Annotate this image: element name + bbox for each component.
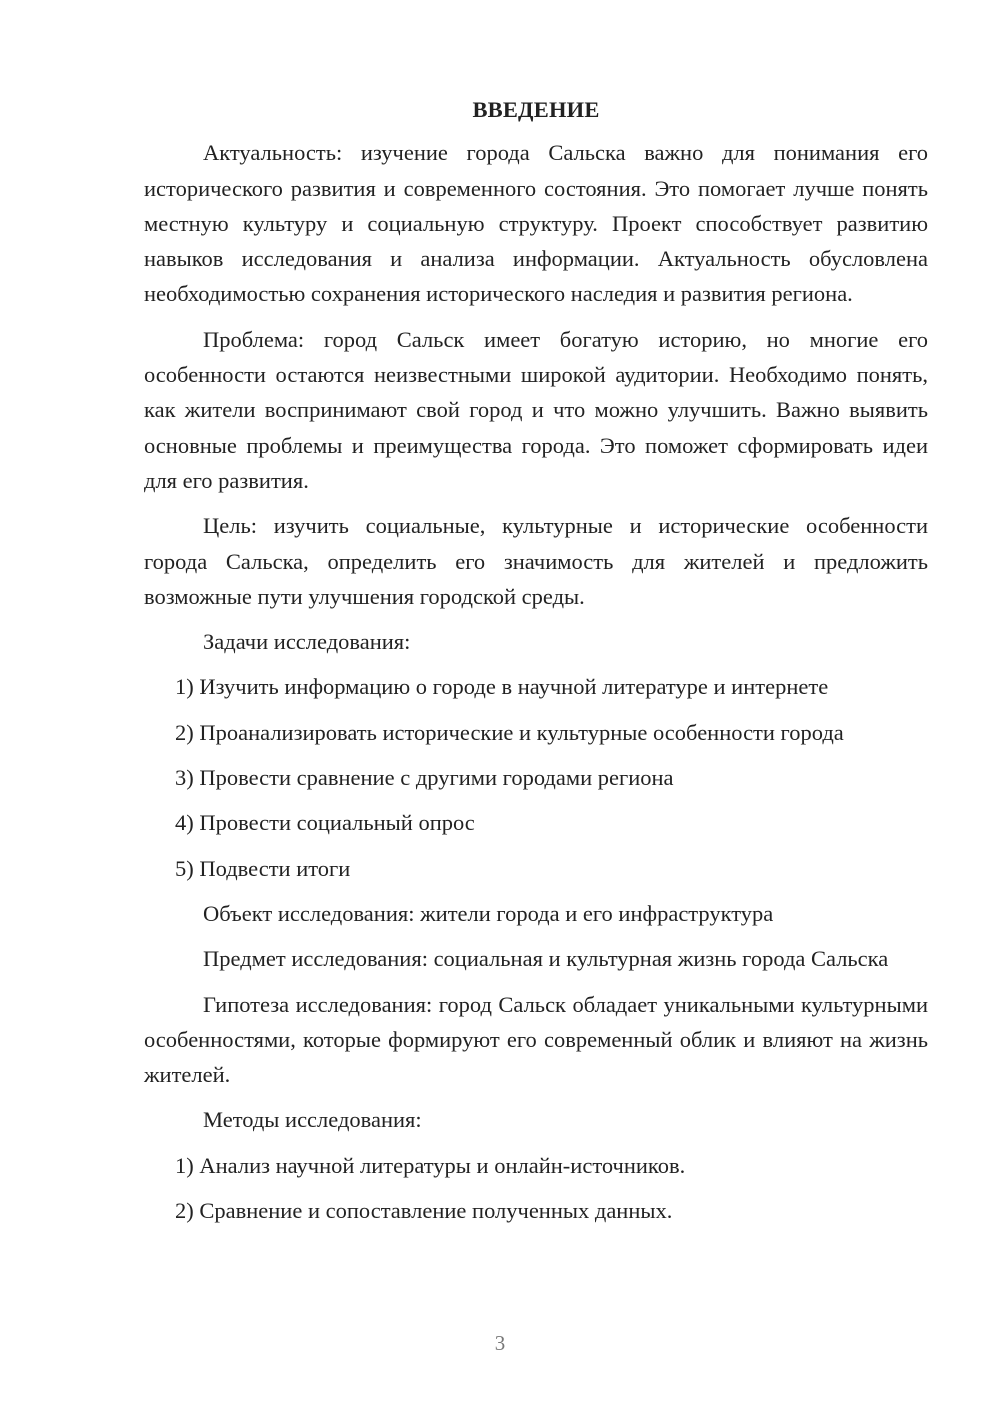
- task-item: 1) Изучить информацию о городе в научной литературе и интернете: [175, 674, 829, 700]
- method-item: 1) Анализ научной литературы и онлайн-источников.: [175, 1152, 686, 1178]
- hypothesis-paragraph: Гипотеза исследования: город Сальск обладает уникальными культурными особенностями, которые формируют его современный облик и влияют на жизнь жителей.: [144, 991, 928, 1088]
- task-item: 4) Провести социальный опрос: [175, 810, 475, 836]
- task-item: 2) Проанализировать исторические и культурные особенности города: [175, 719, 844, 745]
- task-item: 5) Подвести итоги: [175, 855, 351, 881]
- document-page: [144, 92, 928, 1238]
- subject-paragraph: Предмет исследования: социальная и культурная жизнь города Сальска: [203, 946, 889, 972]
- page-number: 3: [494, 1331, 506, 1355]
- task-item: 3) Провести сравнение с другими городами региона: [175, 765, 674, 791]
- methods-list: [144, 1148, 928, 1229]
- method-item: 2) Сравнение и сопоставление полученных данных.: [175, 1198, 673, 1224]
- relevance-paragraph: Актуальность: изучение города Сальска важно для понимания его исторического развития и современного состояния. Это помогает лучше понять местную культуру и социальную структуру. Проект способствует развитию навыков исследования и анализа информации. Актуальность обусловлена необходимостью сохранения исторического наследия и развития региона.: [144, 140, 928, 307]
- object-paragraph: Объект исследования: жители города и его инфраструктура: [203, 900, 774, 926]
- problem-paragraph: Проблема: город Сальск имеет богатую историю, но многие его особенности остаются неизвестными широкой аудитории. Необходимо понять, как жители воспринимают свой город и что можно улучшить. Важно выявить основные проблемы и преимущества города. Это поможет сформировать идеи для его развития.: [144, 326, 928, 493]
- goal-paragraph: Цель: изучить социальные, культурные и исторические особенности города Сальска, определить его значимость для жителей и предложить возможные пути улучшения городской среды.: [144, 513, 928, 609]
- tasks-list: [144, 669, 928, 885]
- methods-heading: Методы исследования:: [203, 1107, 422, 1133]
- tasks-heading: Задачи исследования:: [203, 629, 411, 655]
- section-title: ВВЕДЕНИЕ: [472, 97, 600, 122]
